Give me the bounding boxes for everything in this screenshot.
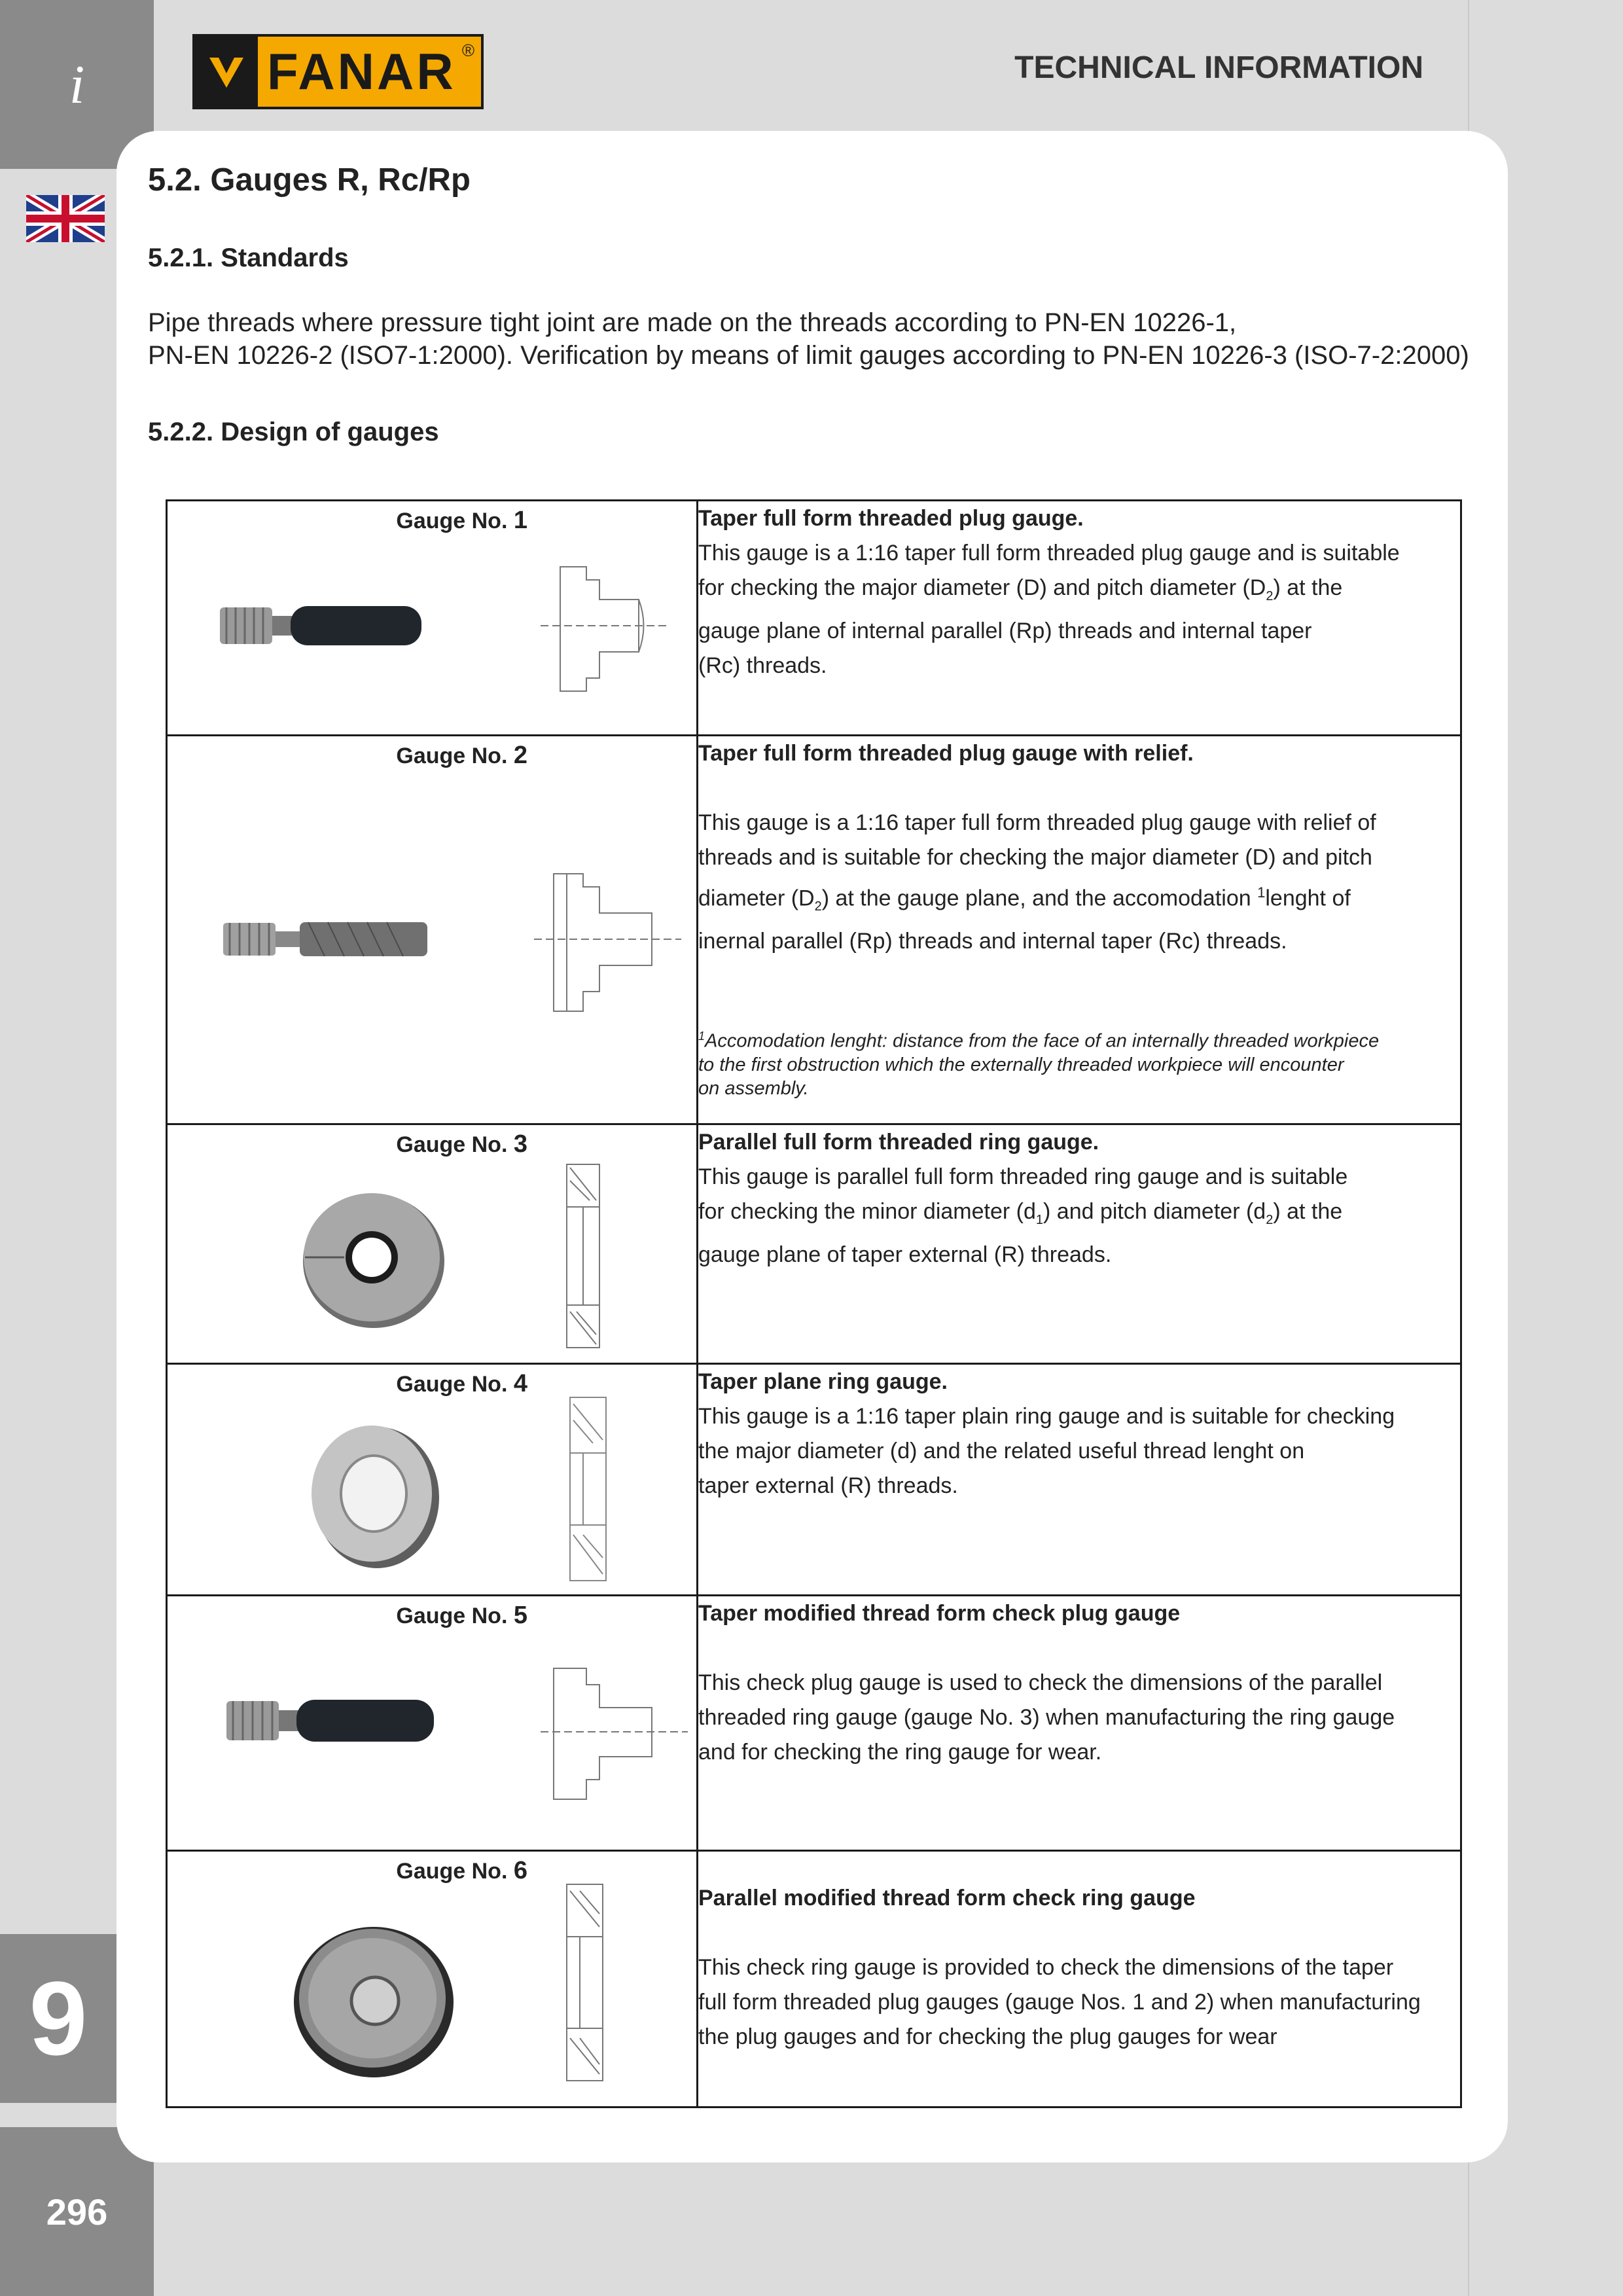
uk-flag-icon xyxy=(26,195,105,242)
table-row xyxy=(167,1124,1461,1364)
gauge-6-image-cell xyxy=(167,1851,698,2108)
gauge-1-title: Taper full form threaded plug gauge. xyxy=(698,506,1084,531)
gauge-4-line: taper external (R) threads. xyxy=(698,1473,958,1498)
table-row xyxy=(167,501,1461,736)
standards-text xyxy=(148,306,1469,372)
gauge-6-line: This check ring gauge is provided to check the dimensions of the taper xyxy=(698,1955,1394,1980)
gauge-5-line: threaded ring gauge (gauge No. 3) when manufacturing the ring gauge xyxy=(698,1705,1395,1730)
footnote-line: to the first obstruction which the externally threaded workpiece will encounter xyxy=(698,1054,1344,1075)
plain-ring-gauge-photo xyxy=(305,1420,442,1571)
gauge-2-line: diameter $(D_2)$ at the gauge plane, and the accomodation $^1$lenght of xyxy=(698,884,1351,914)
check-ring-gauge-photo xyxy=(289,1917,459,2081)
gauge-6-description xyxy=(698,1851,1461,2108)
gauge-2-label: Gauge No. 2 xyxy=(396,742,527,769)
table-row xyxy=(167,1596,1461,1851)
gauge-2-description xyxy=(698,736,1461,1124)
gauge-5-line: This check plug gauge is used to check the dimensions of the parallel xyxy=(698,1670,1383,1695)
standards-line-1: Pipe threads where pressure tight joint are made on the threads according to PN-EN 10226-1, xyxy=(148,308,1237,337)
gauge-6-line: full form threaded plug gauges (gauge Nos. 1 and 2) when manufacturing xyxy=(698,1990,1421,2015)
chapter-tab xyxy=(0,1934,116,2103)
logo-wordmark: FANAR xyxy=(267,43,456,100)
gauge-6-line: the plug gauges and for checking the plug gauges for wear xyxy=(698,2024,1277,2049)
gauge-1-line: gauge plane of internal parallel (Rp) threads and internal taper xyxy=(698,618,1312,643)
header-title: TECHNICAL INFORMATION xyxy=(1014,50,1423,85)
table-row xyxy=(167,1851,1461,2108)
gauge-5-line: and for checking the ring gauge for wear. xyxy=(698,1740,1102,1765)
logo-v-mark xyxy=(195,37,258,107)
gauge-4-section-drawing xyxy=(563,1394,616,1584)
gauge-2-section-drawing xyxy=(534,867,685,1018)
design-heading: 5.2.2. Design of gauges xyxy=(148,418,439,446)
gauge-6-label: Gauge No. 6 xyxy=(396,1857,527,1884)
gauge-5-section-drawing xyxy=(541,1662,691,1806)
accommodation-footnote: $^1$Accomodation lenght: distance from the face of an internally threaded workpiece xyxy=(698,1030,1380,1052)
chapter-number: 9 xyxy=(29,1960,88,2077)
gauge-5-image-cell xyxy=(167,1596,698,1851)
table-row xyxy=(167,1364,1461,1596)
standards-line-2: PN-EN 10226-2 (ISO7-1:2000). Verification by means of limit gauges according to PN-EN 10226-3 (ISO-7-2:2000) xyxy=(148,341,1469,370)
gauge-3-line: gauge plane of taper external (R) threads. xyxy=(698,1242,1112,1267)
gauge-5-title: Taper modified thread form check plug gauge xyxy=(698,1601,1181,1626)
thread-ring-gauge-photo xyxy=(298,1184,449,1335)
plug-gauge-photo xyxy=(213,586,429,665)
gauges-table xyxy=(166,499,1462,2108)
gauge-3-description xyxy=(698,1124,1461,1364)
gauge-6-section-drawing xyxy=(560,1881,613,2084)
gauge-3-image-cell xyxy=(167,1124,698,1364)
info-icon: i xyxy=(69,54,85,115)
gauge-4-title: Taper plane ring gauge. xyxy=(698,1369,948,1394)
gauge-3-line: This gauge is parallel full form threaded ring gauge and is suitable xyxy=(698,1164,1348,1189)
check-plug-gauge-photo xyxy=(223,1681,439,1760)
gauge-3-section-drawing xyxy=(560,1161,613,1351)
table-row xyxy=(167,736,1461,1124)
gauge-3-line: for checking the minor diameter $(d_1)$ and pitch diameter $(d_2)$ at the xyxy=(698,1199,1343,1227)
gauge-4-description xyxy=(698,1364,1461,1596)
gauge-1-line: This gauge is a 1:16 taper full form threaded plug gauge and is suitable xyxy=(698,541,1400,565)
gauge-2-line: This gauge is a 1:16 taper full form threaded plug gauge with relief of xyxy=(698,810,1376,835)
footnote-line: on assembly. xyxy=(698,1077,809,1099)
gauge-1-section-drawing xyxy=(541,560,671,698)
gauge-5-description xyxy=(698,1596,1461,1851)
gauge-2-title: Taper full form threaded plug gauge with relief. xyxy=(698,741,1194,766)
relief-plug-gauge-photo xyxy=(220,906,436,972)
gauge-4-line: This gauge is a 1:16 taper plain ring gauge and is suitable for checking xyxy=(698,1404,1395,1429)
standards-heading: 5.2.1. Standards xyxy=(148,243,349,272)
gauge-3-title: Parallel full form threaded ring gauge. xyxy=(698,1130,1099,1155)
gauge-1-image-cell xyxy=(167,501,698,736)
gauge-1-line: (Rc) threads. xyxy=(698,653,827,678)
page-number: 296 xyxy=(46,2191,108,2233)
logo-registered-mark: ® xyxy=(461,41,474,60)
gauge-1-line: for checking the major diameter (D) and pitch diameter $(D_2)$ at the xyxy=(698,575,1343,603)
gauge-4-image-cell xyxy=(167,1364,698,1596)
section-title: 5.2. Gauges R, Rc/Rp xyxy=(148,162,471,198)
gauge-1-description xyxy=(698,501,1461,736)
gauge-2-line: threads and is suitable for checking the major diameter (D) and pitch xyxy=(698,845,1372,870)
gauge-6-title: Parallel modified thread form check ring gauge xyxy=(698,1886,1196,1910)
fanar-logo xyxy=(192,34,484,109)
gauge-1-label: Gauge No. 1 xyxy=(396,507,527,534)
gauge-5-label: Gauge No. 5 xyxy=(396,1602,527,1629)
gauge-2-line: inernal parallel (Rp) threads and internal taper (Rc) threads. xyxy=(698,929,1287,954)
gauge-4-line: the major diameter (d) and the related useful thread lenght on xyxy=(698,1439,1305,1463)
gauge-2-image-cell xyxy=(167,736,698,1124)
gauge-3-label: Gauge No. 3 xyxy=(396,1130,527,1158)
gauge-4-label: Gauge No. 4 xyxy=(396,1370,527,1397)
